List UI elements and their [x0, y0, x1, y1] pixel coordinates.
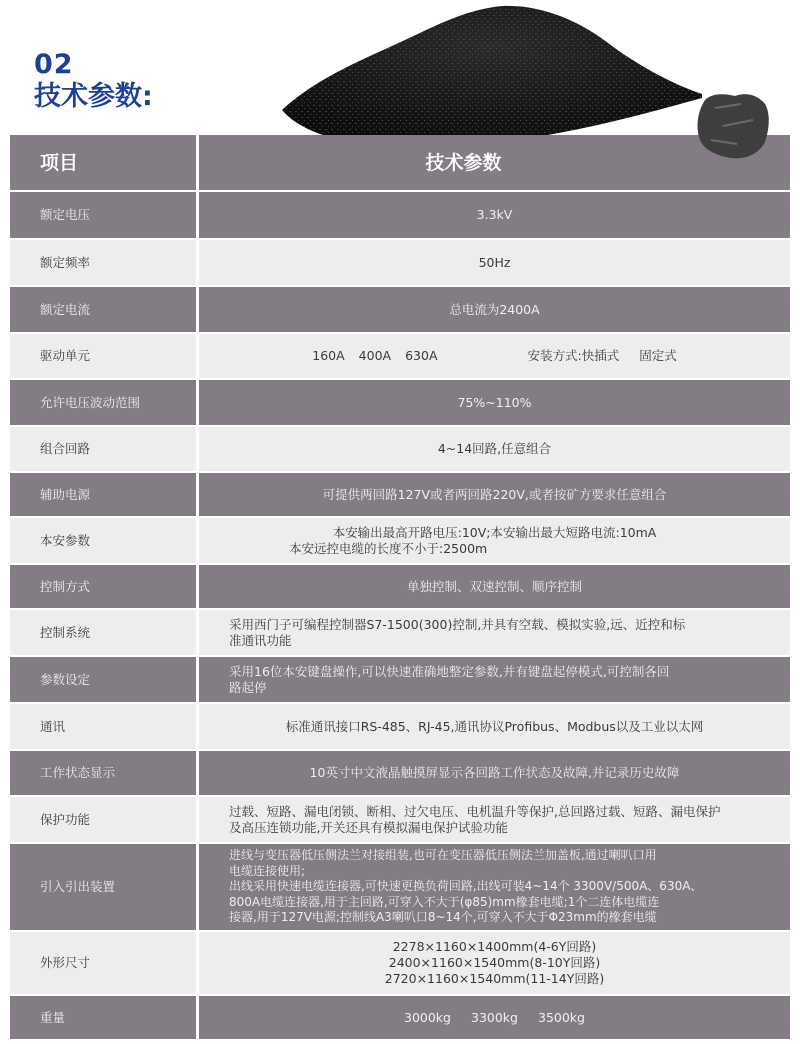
value-line: 电缆连接使用; [229, 863, 306, 878]
table-row [10, 380, 790, 425]
value-line: 出线采用快速电缆连接器,可快速更换负荷回路,出线可装4~14个 3300V/500A、630A、 [229, 879, 703, 894]
header-spec: 技术参数 [199, 135, 790, 190]
table-header [10, 135, 790, 190]
row-value: 单独控制、双速控制、顺序控制 [199, 565, 790, 608]
value-line: 准通讯功能 [229, 632, 292, 648]
table-row [10, 751, 790, 795]
row-label: 外形尺寸 [10, 932, 196, 994]
value-line: 2720×1160×1540mm(11-14Y回路) [384, 971, 605, 986]
row-label: 引入引出装置 [10, 844, 196, 930]
section-number: 02 [34, 49, 74, 80]
row-value: 10英寸中文液晶触摸屏显示各回路工作状态及故障,并记录历史故障 [199, 751, 790, 795]
value-line: 800A电缆连接器,用于主回路,可穿入不大于(φ85)mm橡套电缆;1个二连体电缆连 [229, 894, 660, 909]
row-value: 75%~110% [199, 380, 790, 425]
row-label: 本安参数 [10, 518, 196, 563]
row-value [199, 610, 790, 655]
row-label: 工作状态显示 [10, 751, 196, 795]
row-value: 标准通讯接口RS-485、RJ-45,通讯协议Profibus、Modbus以及工业以太网 [199, 704, 790, 749]
row-label: 控制方式 [10, 565, 196, 608]
header-item: 项目 [10, 135, 196, 190]
row-label: 保护功能 [10, 797, 196, 842]
drive-630a: 630A [405, 348, 438, 363]
row-label: 参数设定 [10, 657, 196, 702]
table-row [10, 240, 790, 285]
row-label: 额定频率 [10, 240, 196, 285]
coal-lump-image [693, 86, 773, 166]
table-row [10, 996, 790, 1039]
table-row [10, 473, 790, 516]
row-value: 可提供两回路127V或者两回路220V,或者按矿方要求任意组合 [199, 473, 790, 516]
row-value [199, 334, 790, 378]
row-label: 辅助电源 [10, 473, 196, 516]
row-value: 总电流为2400A [199, 287, 790, 332]
value-line: 本安远控电缆的长度不小于:2500m [289, 540, 488, 556]
row-value [199, 932, 790, 994]
value-line: 2278×1160×1400mm(4-6Y回路) [392, 939, 597, 954]
row-value [199, 844, 790, 930]
value-line: 进线与变压器低压侧法兰对接组装,也可在变压器低压侧法兰加盖板,通过喇叭口用 [229, 848, 657, 863]
table-row [10, 192, 790, 238]
table-row [10, 610, 790, 655]
spec-table [10, 135, 790, 1041]
weight-value: 3000kg [404, 1009, 451, 1025]
value-line: 采用16位本安键盘操作,可以快速准确地整定参数,并有键盘起停模式,可控制各回 [229, 663, 670, 679]
install-method-alt: 固定式 [639, 348, 677, 363]
row-value: 3.3kV [199, 192, 790, 238]
value-line: 及高压连锁功能,开关还具有模拟漏电保护试验功能 [229, 819, 508, 835]
value-line: 本安输出最高开路电压:10V;本安输出最大短路电流:10mA [332, 524, 657, 540]
row-value [199, 996, 790, 1039]
row-label: 组合回路 [10, 427, 196, 471]
drive-400a: 400A [358, 348, 392, 363]
drive-160a: 160A [312, 348, 345, 363]
table-row [10, 287, 790, 332]
table-row [10, 565, 790, 608]
weight-value: 3500kg [538, 1009, 585, 1025]
row-label: 额定电压 [10, 192, 196, 238]
row-value [199, 797, 790, 842]
section-heading: 技术参数: [34, 81, 153, 112]
value-line: 过载、短路、漏电闭锁、断相、过欠电压、电机温升等保护,总回路过载、短路、漏电保护 [229, 803, 721, 819]
row-label: 控制系统 [10, 610, 196, 655]
table-row [10, 518, 790, 563]
install-method: 安装方式:快插式 [527, 348, 620, 363]
coal-pile-image [282, 2, 702, 150]
table-row [10, 704, 790, 749]
weight-value: 3300kg [471, 1009, 518, 1025]
value-line: 接器,用于127V电源;控制线A3喇叭口8~14个,可穿入不大于Φ23mm的橡套电缆 [229, 910, 657, 925]
row-value: 50Hz [199, 240, 790, 285]
row-label: 重量 [10, 996, 196, 1039]
row-value: 4~14回路,任意组合 [199, 427, 790, 471]
table-row [10, 657, 790, 702]
value-line: 路起停 [229, 679, 267, 695]
table-row [10, 844, 790, 930]
table-row [10, 932, 790, 994]
row-value [199, 657, 790, 702]
section-title [34, 50, 153, 114]
row-label: 允许电压波动范围 [10, 380, 196, 425]
value-line: 采用西门子可编程控制器S7-1500(300)控制,并具有空载、模拟实验,远、近控和标 [229, 616, 686, 632]
row-label: 额定电流 [10, 287, 196, 332]
row-label: 驱动单元 [10, 334, 196, 378]
row-label: 通讯 [10, 704, 196, 749]
table-row [10, 427, 790, 471]
row-value [199, 518, 790, 563]
table-row [10, 797, 790, 842]
table-row [10, 334, 790, 378]
value-line: 2400×1160×1540mm(8-10Y回路) [388, 955, 601, 970]
